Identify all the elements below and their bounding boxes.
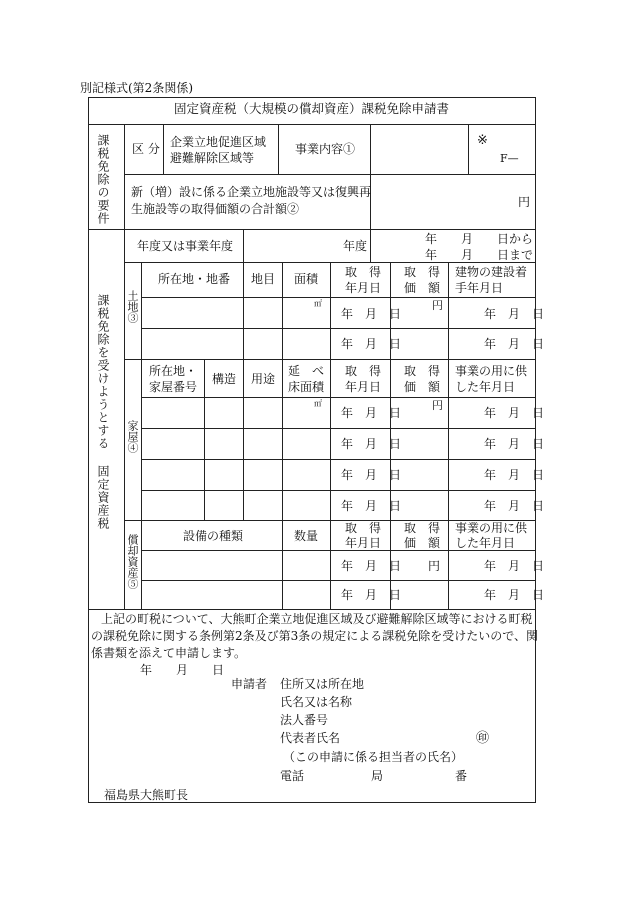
- dep-service-header-2: した年月日: [455, 536, 516, 550]
- dep-acq-date-header-1: 取 得: [345, 521, 382, 535]
- fiscal-year-label: 年度又は事業年度: [137, 239, 234, 253]
- application-date: 年 月 日: [140, 663, 225, 677]
- zone-line-1: 企業立地促進区域: [170, 135, 267, 149]
- applicant-representative: 代表者氏名: [280, 731, 341, 745]
- house-acq-date-3: 年 月 日: [341, 468, 402, 482]
- house-floor-header-1: 延 べ: [288, 364, 325, 378]
- dep-acq-date-2: 年 月 日: [341, 588, 402, 602]
- house-service-date-3: 年 月 日: [484, 468, 545, 482]
- house-service-date-2: 年 月 日: [484, 437, 545, 451]
- land-acq-price-header-2: 価 額: [404, 281, 441, 295]
- contact-person: （この申請に係る担当者の氏名）: [283, 750, 464, 764]
- house-acq-date-4: 年 月 日: [341, 499, 402, 513]
- dep-acq-date-header-2: 年月日: [345, 536, 382, 550]
- land-chimoku-header: 地目: [251, 272, 276, 286]
- house-acq-date-1: 年 月 日: [341, 406, 402, 420]
- land-yen-unit: 円: [432, 299, 443, 312]
- land-location-header: 所在地・地番: [158, 272, 231, 286]
- applicant-corp-number: 法人番号: [280, 713, 329, 727]
- addressee: 福島県大熊町長: [104, 788, 189, 802]
- phone-label: 電話: [280, 769, 305, 783]
- land-acq-date-2: 年 月 日: [341, 337, 402, 351]
- total-yen-unit: 円: [518, 195, 531, 209]
- form-title: 固定資産税（大規模の償却資産）課税免除申請書: [173, 101, 449, 116]
- land-build-date-1: 年 月 日: [484, 307, 545, 321]
- land-acq-date-header-1: 取 得: [345, 265, 382, 279]
- house-acq-price-header-1: 取 得: [404, 364, 441, 378]
- note-code: F—: [500, 152, 519, 165]
- applicant-address: 住所又は所在地: [280, 677, 365, 691]
- house-structure-header: 構造: [212, 372, 237, 386]
- house-acq-date-header-1: 取 得: [345, 364, 382, 378]
- land-acq-price-header-1: 取 得: [404, 265, 441, 279]
- equipment-type-header: 設備の種類: [183, 529, 244, 543]
- house-location-header-2: 家屋番号: [149, 380, 198, 394]
- house-service-date-4: 年 月 日: [484, 499, 545, 513]
- depreciable-label: 償却資産⑤: [126, 534, 139, 589]
- note-mark: ※: [477, 133, 488, 148]
- land-area-unit: ㎡: [314, 299, 322, 308]
- phone-ban: 番: [455, 769, 468, 783]
- kubun-label: 区 分: [132, 142, 160, 156]
- house-service-date-1: 年 月 日: [484, 406, 545, 420]
- quantity-header: 数量: [294, 529, 319, 543]
- statement-line-2: の課税免除に関する条例第2条及び第3条の規定による課税免除を受けたいので、関: [91, 629, 539, 643]
- land-acq-date-1: 年 月 日: [341, 307, 402, 321]
- total-cost-line-1: 新（増）設に係る企業立地施設等又は復興再: [131, 185, 372, 199]
- business-content-label: 事業内容①: [295, 142, 356, 156]
- zone-line-2: 避難解除区域等: [170, 151, 255, 165]
- land-acq-date-header-2: 年月日: [345, 281, 382, 295]
- dep-yen-unit: 円: [428, 559, 441, 573]
- dep-service-date-1: 年 月 日: [484, 559, 545, 573]
- house-location-header-1: 所在地・: [149, 364, 198, 378]
- house-area-unit: ㎡: [314, 399, 322, 408]
- land-label: 土地③: [126, 290, 139, 323]
- fiscal-year-unit: 年度: [343, 239, 368, 253]
- statement-line-1: 上記の町税について、大熊町企業立地促進区域及び避難解除区域等における町税: [101, 612, 533, 626]
- dep-acq-price-header-2: 価 額: [404, 536, 441, 550]
- period-to: 年 月 日まで: [425, 248, 534, 262]
- dep-acq-date-1: 年 月 日: [341, 559, 402, 573]
- period-from: 年 月 日から: [425, 232, 534, 246]
- house-label: 家屋④: [126, 420, 139, 453]
- land-area-header: 面積: [294, 272, 319, 286]
- house-floor-header-2: 床面積: [288, 380, 325, 394]
- applicant-name: 氏名又は名称: [280, 695, 353, 709]
- applicant-label: 申請者: [231, 677, 268, 691]
- house-service-header-2: した年月日: [455, 380, 516, 394]
- dep-service-date-2: 年 月 日: [484, 588, 545, 602]
- house-acq-price-header-2: 価 額: [404, 380, 441, 394]
- dep-acq-price-header-1: 取 得: [404, 521, 441, 535]
- house-yen-unit: 円: [432, 399, 443, 412]
- house-acq-date-header-2: 年月日: [345, 380, 382, 394]
- phone-kyoku: 局: [371, 769, 384, 783]
- land-build-header-2: 手年月日: [455, 281, 504, 295]
- requirements-label: 課税免除の要件: [96, 134, 110, 225]
- land-build-date-2: 年 月 日: [484, 337, 545, 351]
- assets-section-label: 課税免除を受けようとする 固定資産税: [96, 294, 110, 530]
- house-use-header: 用途: [251, 372, 276, 386]
- house-service-header-1: 事業の用に供: [455, 364, 528, 378]
- land-build-header-1: 建物の建設着: [455, 265, 528, 279]
- dep-service-header-1: 事業の用に供: [455, 521, 528, 535]
- statement-line-3: 係書類を添えて申請します。: [91, 646, 247, 660]
- form-number-label: 別記様式(第2条関係): [80, 81, 193, 95]
- house-acq-date-2: 年 月 日: [341, 437, 402, 451]
- seal-mark: ㊞: [476, 731, 490, 746]
- total-cost-line-2: 生施設等の取得価額の合計額②: [131, 202, 300, 216]
